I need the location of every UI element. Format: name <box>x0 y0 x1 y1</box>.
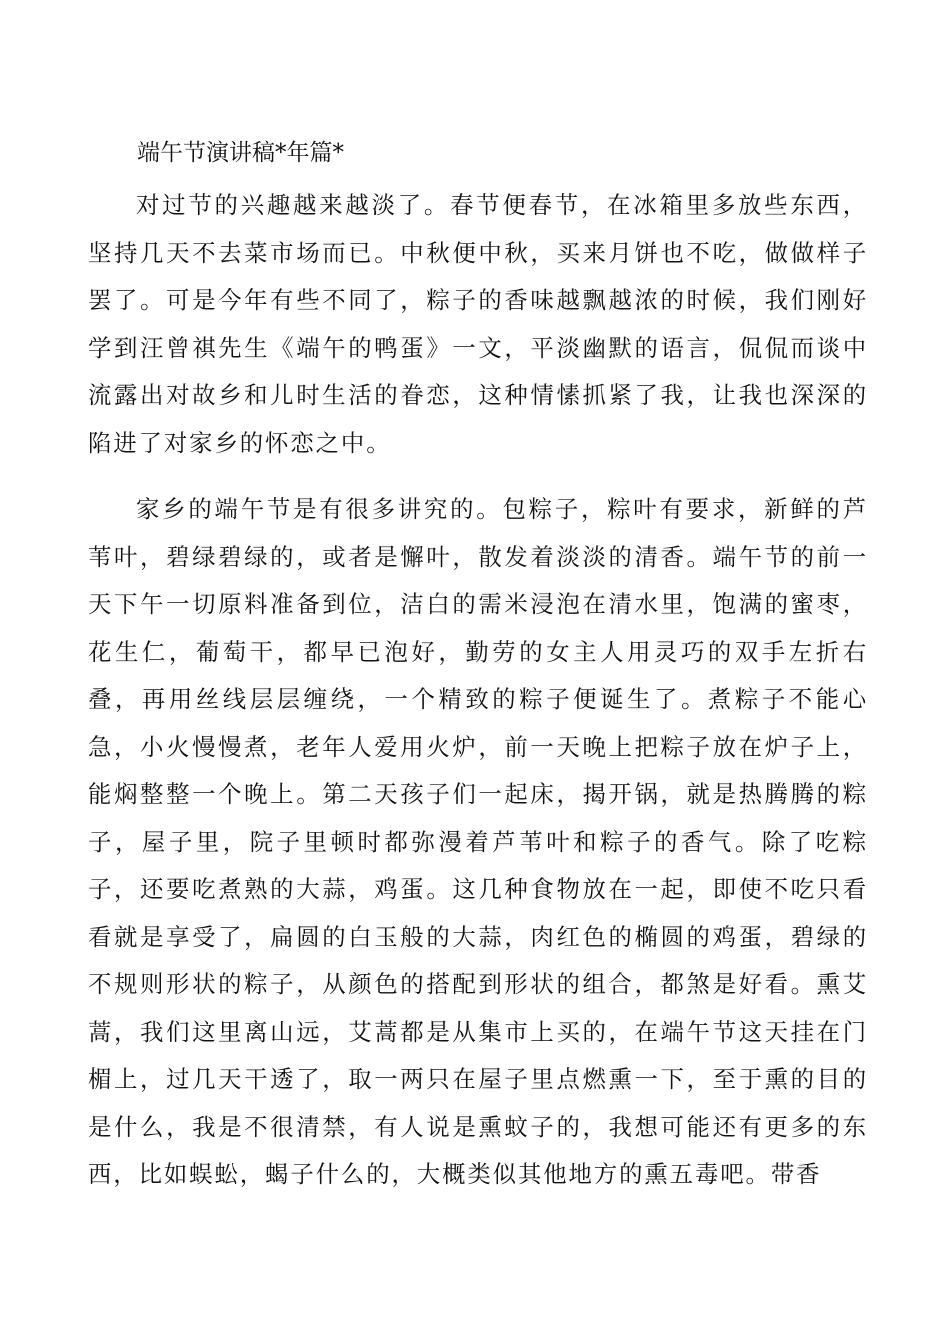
document-title: 端午节演讲稿*年篇* <box>137 140 344 166</box>
paragraph-1: 对过节的兴趣越来越淡了。春节便春节，在冰箱里多放些东西，坚持几天不去菜市场而已。中秋便中秋，买来月饼也不吃，做做样子罢了。可是今年有些不同了，粽子的香味越飘越浓的时候，我们刚好学到汪曾祺先生《端午的鸭蛋》一文，平淡幽默的语言，侃侃而谈中流露出对故乡和儿时生活的眷恋，这种情愫抓紧了我，让我也深深的陷进了对家乡的怀恋之中。 <box>88 191 868 457</box>
paragraph-2: 家乡的端午节是有很多讲究的。包粽子，粽叶有要求，新鲜的芦苇叶，碧绿碧绿的，或者是懈叶，散发着淡淡的清香。端午节的前一天下午一切原料准备到位，洁白的需米浸泡在清水里，饱满的蜜枣，花生仁，葡萄干，都早已泡好，勤劳的女主人用灵巧的双手左折右叠，再用丝线层层缠绕，一个精致的粽子便诞生了。煮粽子不能心急，小火慢慢煮，老年人爱用火炉，前一天晚上把粽子放在炉子上，能焖整整一个晚上。第二天孩子们一起床，揭开锅，就是热腾腾的粽子，屋子里，院子里顿时都弥漫着芦苇叶和粽子的香气。除了吃粽子，还要吃煮熟的大蒜，鸡蛋。这几种食物放在一起，即使不吃只看看就是享受了，扁圆的白玉般的大蒜，肉红色的椭圆的鸡蛋，碧绿的不规则形状的粽子，从颜色的搭配到形状的组合，都煞是好看。熏艾蒿，我们这里离山远，艾蒿都是从集市上买的，在端午节这天挂在门楣上，过几天干透了，取一两只在屋子里点燃熏一下，至于熏的目的是什么，我是不很清禁，有人说是熏蚊子的，我想可能还有更多的东西，比如蜈蚣，蝎子什么的，大概类似其他地方的熏五毒吧。带香 <box>88 495 868 1188</box>
